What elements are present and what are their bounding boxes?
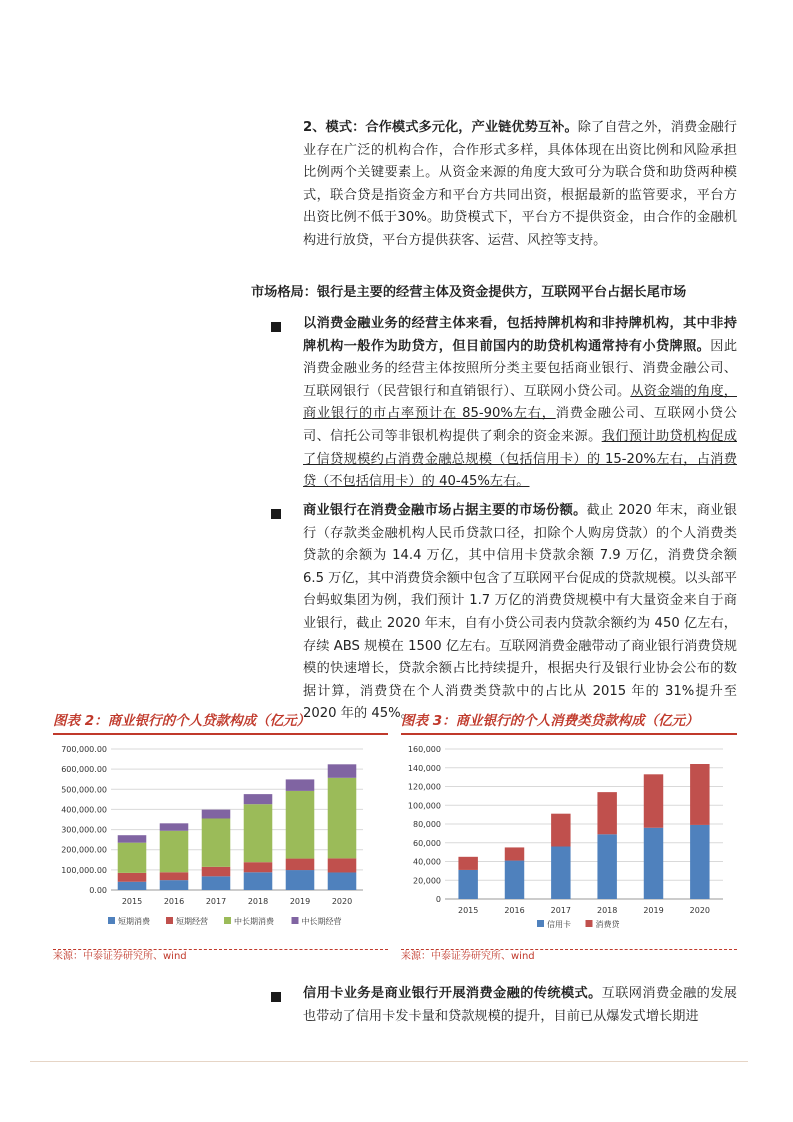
chart2-legend-swatch: [108, 917, 115, 924]
chart3-bar-2019: [644, 774, 663, 827]
chart2-ytick-label: 600,000.00: [61, 765, 107, 775]
chart2-bar-2016: [160, 831, 189, 872]
chart2-xtick-label: 2020: [331, 897, 353, 906]
bullet1-text1: 因此消费金融业务的经营主体按照所分类主要包括商业银行、消费金融公司、互联网银行（民营银行和直销银行）、互联网小贷公司。: [303, 338, 738, 399]
chart3-bar-2019: [644, 828, 663, 899]
chart2-ytick-label: 700,000.00: [61, 745, 107, 754]
bullet1-underline1: 从资金端的角度，商业银行的市占率预计在 85-90%左右，: [303, 383, 737, 422]
chart3-bar-2018: [597, 834, 616, 899]
chart3-bar-2018: [597, 792, 616, 834]
chart2-bar-2018: [244, 862, 273, 872]
chart2-bar-2018: [244, 794, 273, 804]
chart2-svg: [53, 735, 388, 945]
chart2-bar-2018: [244, 804, 273, 862]
chart2-bar-2018: [244, 872, 273, 890]
chart2-ytick-label: 100,000.00: [61, 865, 107, 875]
chart2-legend-swatch: [166, 917, 173, 924]
chart2-bar-2019: [286, 870, 315, 890]
chart3-source: 来源：中泰证券研究所、wind: [401, 951, 535, 962]
chart2-bar-2017: [202, 810, 231, 819]
chart3-bar-2017: [551, 814, 570, 847]
chart2-ytick-label: 0.00: [89, 886, 107, 895]
chart2-xtick-label: 2019: [289, 897, 311, 906]
chart3-frame: [401, 735, 737, 950]
chart3-xtick-label: 2018: [596, 906, 618, 915]
chart2-ytick-label: 200,000.00: [61, 845, 107, 855]
chart2-ytick-label: 500,000.00: [61, 785, 107, 795]
chart3-bar-2020: [690, 764, 709, 825]
chart2-bar-2017: [202, 867, 231, 876]
chart2-xtick-label: 2015: [121, 897, 143, 906]
chart2-bar-2019: [286, 791, 315, 859]
chart3-legend-swatch: [537, 920, 544, 927]
bullet-square-icon: [271, 992, 281, 1002]
bullet3-text: 互联网消费金融的发展也带动了信用卡发卡量和贷款规模的提升，目前已从爆发式增长期进: [303, 986, 737, 1024]
chart2-xtick-label: 2016: [163, 897, 185, 906]
chart3-ytick-label: 160,000: [407, 745, 441, 754]
chart3-legend-swatch: [586, 920, 593, 927]
chart3-svg: [401, 735, 737, 945]
chart3-bar-2015: [458, 857, 477, 870]
chart3-ytick-label: 140,000: [407, 763, 441, 773]
bullet1-lead: 以消费金融业务的经营主体来看，包括持牌机构和非持牌机构，其中非持牌机构一般作为助贷方，但目前国内的助贷机构通常持有小贷牌照。: [303, 316, 737, 354]
bullet3-lead: 信用卡业务是商业银行开展消费金融的传统模式。: [303, 986, 602, 1001]
bullet2-paragraph: [303, 500, 737, 726]
chart2-bar-2015: [118, 873, 147, 882]
chart2-bar-2017: [202, 818, 231, 866]
section-heading: 市场格局：银行是主要的经营主体及资金提供方，互联网平台占据长尾市场: [251, 285, 687, 300]
chart2-bar-2016: [160, 823, 189, 830]
chart3-xtick-label: 2016: [504, 906, 525, 915]
chart3-box: [401, 709, 737, 949]
chart2-legend-label: 中长期消费: [234, 917, 274, 926]
chart3-title: 图表 3：商业银行的个人消费类贷款构成（亿元）: [401, 709, 737, 735]
chart2-bar-2020: [328, 764, 357, 777]
chart2-legend-label: 中长期经营: [301, 917, 342, 926]
chart2-source: 来源：中泰证券研究所、wind: [53, 951, 187, 962]
bullet-square-icon: [271, 322, 281, 332]
chart2-legend-label: 短期消费: [118, 917, 150, 926]
chart3-ytick-label: 40,000: [413, 857, 441, 867]
chart3-ytick-label: 120,000: [407, 782, 441, 792]
chart2-legend-swatch: [292, 917, 299, 924]
chart2-bar-2020: [328, 858, 357, 872]
chart3-ytick-label: 60,000: [413, 838, 441, 848]
model-paragraph-lead: 2、模式：合作模式多元化，产业链优势互补。: [303, 120, 578, 135]
chart3-bar-2016: [505, 847, 524, 860]
chart2-bar-2016: [160, 880, 189, 890]
chart2-bar-2019: [286, 779, 315, 790]
model-paragraph: [303, 117, 737, 253]
chart2-bar-2019: [286, 859, 315, 870]
footer-divider: [30, 1061, 748, 1062]
chart3-xtick-label: 2017: [550, 906, 572, 915]
chart3-bar-2017: [551, 847, 570, 900]
chart3-xtick-label: 2019: [643, 906, 664, 915]
chart3-legend-label: 消费贷: [595, 920, 620, 929]
chart3-xtick-label: 2020: [689, 906, 711, 915]
chart2-legend-swatch: [224, 917, 231, 924]
chart2-legend-label: 短期经营: [176, 917, 208, 926]
bullet1-text2: 消费金融公司、互联网小贷公司、信托公司等非银机构提供了剩余的资金来源。: [303, 406, 737, 444]
chart3-ytick-label: 80,000: [413, 820, 441, 829]
bullet1-paragraph: [303, 313, 737, 494]
chart3-bar-2016: [505, 861, 524, 899]
chart2-xtick-label: 2018: [247, 897, 269, 906]
chart3-legend-label: 信用卡: [547, 920, 571, 929]
chart3-bar-2020: [690, 825, 709, 899]
chart2-ytick-label: 300,000.00: [61, 825, 107, 835]
chart2-bar-2020: [328, 778, 357, 859]
chart3-xtick-label: 2015: [457, 906, 479, 915]
chart3-bar-2015: [458, 870, 477, 899]
chart3-ytick-label: 20,000: [413, 876, 441, 886]
bullet1-underline2: 我们预计助贷机构促成了信贷规模约占消费金融总规模（包括信用卡）的 15-20%左右，占消费贷（不包括信用卡）的 40-45%左右。: [303, 428, 737, 490]
chart2-xtick-label: 2017: [205, 897, 227, 906]
chart3-ytick-label: 0: [435, 895, 441, 904]
chart2-bar-2016: [160, 872, 189, 880]
bullet2-lead: 商业银行在消费金融市场占据主要的市场份额。: [303, 503, 587, 518]
chart2-bar-2015: [118, 835, 147, 842]
model-paragraph-text: 除了自营之外，消费金融行业存在广泛的机构合作，合作形式多样，具体体现在出资比例和风险承担比例两个关键要素上。从资金来源的角度大致可分为联合贷和助贷两种模式，联合贷是指资金方和平台方共同出资，根据最新的监管要求，平台方出资比例不低于30%。助贷模式下，平台方不提供资金，由合作的金融机构进行放贷，平台方提供获客、运营、风控等支持。: [303, 120, 737, 248]
chart3-ytick-label: 100,000: [407, 801, 441, 811]
chart2-title: 图表 2：商业银行的个人贷款构成（亿元）: [53, 709, 388, 735]
chart2-bar-2015: [118, 843, 147, 873]
bullet3-paragraph: [303, 983, 737, 1028]
chart2-frame: [53, 735, 388, 950]
chart2-bar-2017: [202, 876, 231, 890]
bullet-square-icon: [271, 509, 281, 519]
chart2-bar-2015: [118, 882, 147, 890]
chart2-box: [53, 709, 388, 949]
bullet2-text: 截止 2020 年末，商业银行（存款类金融机构人民币贷款口径，扣除个人购房贷款）的个人消费类贷款的余额为 14.4 万亿，其中信用卡贷款余额 7.9 万亿，消费贷余额 6.5 万亿，其中消费贷余额中包含了互联网平台促成的贷款规模。以头部平台蚂蚁集团为例，我们预计 1.7 万亿的消费贷规模中有大量资金来自于商业银行，截止 2020 年末，自有小贷公司表内贷款余额约为 450 亿左右，存续 ABS 规模在 1500 亿左右。互联网消费金融带动了商业银行消费贷规模的快速增长，贷款余额占比持续提升，根据央行及银行业协会公布的数据计算，消费贷在个人消费类贷款中的占比从 2015 年的 31%提升至 2020 年的 45%。: [303, 503, 737, 722]
chart2-bar-2020: [328, 872, 357, 890]
chart2-ytick-label: 400,000.00: [61, 805, 107, 815]
